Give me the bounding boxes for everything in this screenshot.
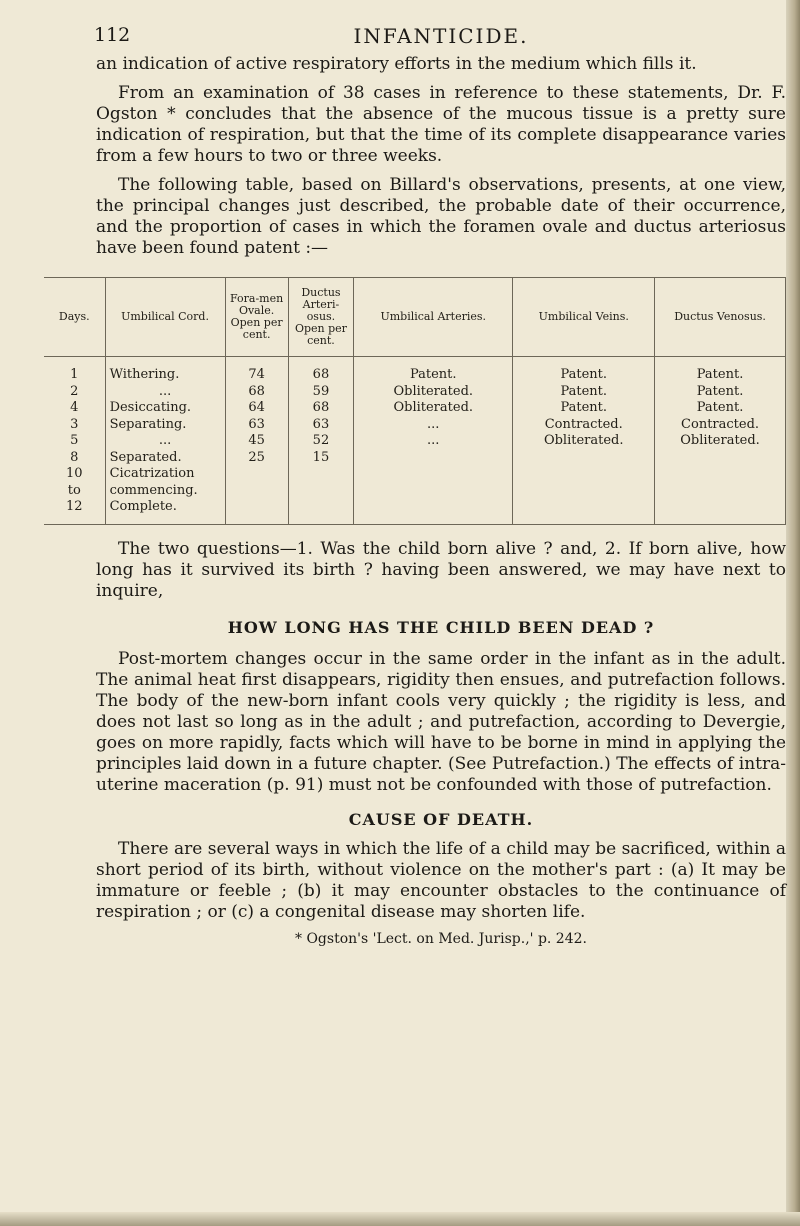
table-row [44, 499, 786, 524]
cell-ductus-art [288, 466, 353, 483]
cell-venosus: Obliterated. [655, 433, 786, 450]
header-foramen-ovale: Fora-men Ovale. Open per cent. [225, 278, 288, 357]
paragraph-cause: There are several ways in which the life of a child may be sacrificed, within a short period of its birth, without violence on the mother's part : (a) It may be immature or feeble ; (b) it may encounter obstacles to the continuance of respiration ; or (c) a congenital disease may shorten life. [96, 838, 786, 922]
cell-arteries [354, 450, 513, 467]
cell-ductus-art: 15 [288, 450, 353, 467]
header-umbilical-veins: Umbilical Veins. [513, 278, 655, 357]
cell-veins: Patent. [513, 400, 655, 417]
cell-venosus [655, 483, 786, 500]
cell-ductus-art: 68 [288, 400, 353, 417]
cell-ductus-art [288, 499, 353, 524]
cell-venosus [655, 499, 786, 524]
cell-veins: Contracted. [513, 417, 655, 434]
table-row [44, 417, 786, 434]
cell-arteries: Patent. [354, 357, 513, 384]
cell-days: 4 [70, 400, 79, 415]
cell-days: 8 [70, 449, 79, 465]
table-row [44, 450, 786, 467]
cell-venosus: Patent. [655, 400, 786, 417]
table-row [44, 483, 786, 500]
header-ductus-venosus: Ductus Venosus. [655, 278, 786, 357]
cell-foramen: 25 [225, 450, 288, 467]
cell-cord: Cicatrization [105, 466, 225, 483]
cell-foramen: 63 [225, 417, 288, 434]
cell-ductus-art: 68 [288, 357, 353, 384]
cell-foramen: 45 [225, 433, 288, 450]
cell-cord: ... [105, 384, 225, 401]
cell-ductus-art: 63 [288, 417, 353, 434]
cell-days: 5 [70, 433, 79, 448]
cell-cord: Withering. [105, 357, 225, 384]
page-number: 112 [94, 24, 131, 46]
cell-arteries [354, 483, 513, 500]
paragraph-continuation: an indication of active respiratory efforts in the medium which fills it. [96, 54, 697, 74]
book-page [58, 24, 786, 947]
cell-venosus: Contracted. [655, 417, 786, 434]
table-row [44, 433, 786, 450]
cell-venosus: Patent. [655, 357, 786, 384]
cell-veins [513, 499, 655, 524]
cell-veins [513, 450, 655, 467]
cell-days: 12 [66, 499, 83, 514]
paragraph-table-intro: The following table, based on Billard's observations, presents, at one view, the principal changes just described, the probable date of their occurrence, and the proportion of cases in which the foramen ovale and ductus arteriosus have been found patent :— [96, 175, 786, 258]
cell-foramen: 68 [225, 384, 288, 401]
table-header-row [44, 278, 786, 357]
header-ductus-arteriosus: Ductus Arteri-osus. Open per cent. [288, 278, 353, 357]
paragraph-questions: The two questions—1. Was the child born alive ? and, 2. If born alive, how long has it survived its birth ? having been answered, we may have next to inquire, [96, 538, 786, 601]
cell-venosus: Patent. [655, 384, 786, 401]
cell-days: to [67, 482, 81, 498]
page-header [96, 24, 786, 54]
footnote: * Ogston's 'Lect. on Med. Jurisp.,' p. 242. [295, 930, 587, 947]
running-head: INFANTICIDE. [353, 24, 529, 48]
section-heading-cause-of-death: CAUSE OF DEATH. [348, 809, 534, 829]
cell-days: 3 [70, 416, 79, 432]
cell-arteries: Obliterated. [354, 400, 513, 417]
cell-foramen: 74 [225, 357, 288, 384]
cell-veins: Patent. [513, 357, 655, 384]
header-umbilical-arteries: Umbilical Arteries. [354, 278, 513, 357]
cell-veins: Patent. [513, 384, 655, 401]
table-row [44, 400, 786, 417]
table-row [44, 466, 786, 483]
header-umbilical-cord: Umbilical Cord. [105, 278, 225, 357]
cell-foramen [225, 499, 288, 524]
cell-cord: commencing. [105, 483, 225, 500]
cell-foramen: 64 [225, 400, 288, 417]
paragraph-postmortem: Post-mortem changes occur in the same order in the infant as in the adult. The animal heat first disappears, rigidity then ensues, and putrefaction follows. The body of the new-born infant cools very quickly ; the rigidity is less, and does not last so long as in the adult ; and putrefaction, according to Devergie, goes on more rapidly, facts which will have to be borne in mind in applying the principles laid down in a future chapter. (See Putrefaction.) The effects of intra-uterine maceration (p. 91) must not be confounded with those of putrefaction. [96, 648, 786, 795]
billard-observations-table [44, 277, 786, 525]
cell-arteries: ... [354, 433, 513, 450]
cell-arteries: ... [354, 417, 513, 434]
cell-venosus [655, 466, 786, 483]
cell-days: 2 [70, 383, 79, 399]
cell-venosus [655, 450, 786, 467]
table-row [44, 384, 786, 401]
cell-veins [513, 483, 655, 500]
cell-foramen [225, 483, 288, 500]
cell-ductus-art [288, 483, 353, 500]
cell-cord: Complete. [105, 499, 225, 524]
page-edge-shadow [786, 0, 800, 1226]
cell-cord: ... [105, 433, 225, 450]
cell-ductus-art: 52 [288, 433, 353, 450]
cell-cord: Desiccating. [105, 400, 225, 417]
cell-cord: Separating. [105, 417, 225, 434]
cell-foramen [225, 466, 288, 483]
cell-arteries [354, 499, 513, 524]
cell-cord: Separated. [105, 450, 225, 467]
page-bottom-shadow [0, 1212, 800, 1226]
cell-veins [513, 466, 655, 483]
cell-days: 10 [66, 466, 83, 481]
cell-veins: Obliterated. [513, 433, 655, 450]
paragraph-ogston: From an examination of 38 cases in reference to these statements, Dr. F. Ogston * concludes that the absence of the mucous tissue is a pretty sure indication of respiration, but that the time of its complete disappearance varies from a few hours to two or three weeks. [96, 83, 786, 166]
cell-arteries: Obliterated. [354, 384, 513, 401]
cell-ductus-art: 59 [288, 384, 353, 401]
cell-days: 1 [70, 367, 79, 382]
table-row [44, 357, 786, 384]
header-days: Days. [44, 278, 105, 357]
section-heading-time-of-death: HOW LONG HAS THE CHILD BEEN DEAD ? [227, 617, 655, 637]
cell-arteries [354, 466, 513, 483]
